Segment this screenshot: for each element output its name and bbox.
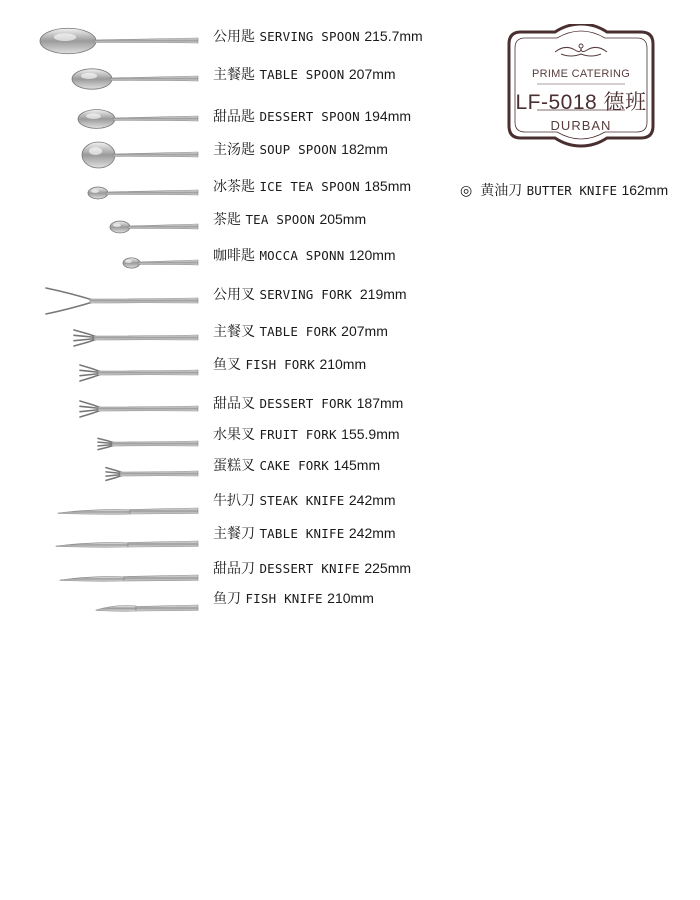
item-name-cn: 黄油刀 [480,183,523,199]
item-name-en: DESSERT FORK [259,396,353,411]
item-label [213,457,380,474]
item-name-en: SOUP SPOON [259,142,337,157]
item-name-en: CAKE FORK [259,458,329,473]
utensil-image [0,392,210,430]
utensil-image [0,528,210,566]
item-size: 207mm [341,323,388,339]
fork-icon [0,427,210,461]
utensil-image [0,592,210,630]
brand-logo [495,24,667,148]
item-label [213,141,388,158]
item-name-en: SERVING SPOON [259,29,360,44]
item-name-cn: 牛扒刀 [213,493,255,509]
product-row [0,492,450,525]
soup-spoon-icon [0,138,210,172]
item-name-en: FISH FORK [245,357,315,372]
utensil-image [0,284,210,322]
utensil-image [0,210,210,248]
item-name-en: TEA SPOON [245,212,315,227]
item-name-en: STEAK KNIFE [259,493,345,508]
item-name-cn: 主餐叉 [213,324,255,340]
item-size: 242mm [348,492,396,508]
product-row [0,176,450,206]
item-label [213,426,400,443]
item-name-en: DESSERT SPOON [259,109,360,124]
item-name-cn: 咖啡匙 [213,248,255,264]
item-size: 185mm [364,178,412,194]
item-size: 242mm [348,525,396,541]
item-size: 155.9mm [341,426,400,442]
item-size: 162mm [621,182,669,198]
item-label [213,28,423,45]
product-row [0,138,450,168]
butter-knife-entry [460,182,668,199]
item-size: 207mm [348,66,396,82]
item-name-cn: 鱼叉 [213,357,241,373]
item-label [213,492,396,509]
item-label [213,286,407,303]
item-label [213,108,411,125]
product-row [0,284,450,314]
spoon-icon [0,62,210,96]
double-circle-icon: ◎ [460,183,473,199]
item-size: 187mm [356,395,404,411]
item-size: 145mm [333,457,381,473]
item-label [213,178,411,195]
utensil-image [0,246,210,284]
item-name-cn: 冰茶匙 [213,179,255,195]
item-name-cn: 茶匙 [213,212,241,228]
item-label [213,525,396,542]
item-label [213,356,366,373]
item-size: 210mm [327,590,374,606]
item-name-en: DESSERT KNIFE [259,561,360,576]
item-label [213,247,396,264]
product-row [0,356,450,386]
utensil-image [0,356,210,394]
fork-icon [0,356,210,390]
fork-icon [0,321,210,355]
knife-icon [0,528,210,562]
item-label [213,590,374,607]
logo-model-code: LF-5018 德班 [515,91,647,114]
item-name-en: ICE TEA SPOON [259,179,360,194]
item-name-cn: 主餐刀 [213,526,255,542]
product-row [0,457,450,487]
knife-icon [0,495,210,529]
product-row [0,62,450,92]
item-name-cn: 水果叉 [213,427,255,443]
product-row [0,562,450,592]
item-name-cn: 甜品匙 [213,109,255,125]
item-name-cn: 公用叉 [213,287,255,303]
product-row [0,392,450,422]
product-row [0,102,450,132]
item-name-cn: 蛋糕叉 [213,458,255,474]
item-name-en: FRUIT FORK [259,427,337,442]
item-label [213,560,411,577]
item-name-en: MOCCA SPONN [259,248,345,263]
product-row [0,24,450,54]
item-label [213,66,396,83]
item-name-cn: 主汤匙 [213,142,255,158]
logo-series-name: DURBAN [550,118,612,133]
fish-knife-icon [0,592,210,626]
fork-icon [0,392,210,426]
utensil-image [0,321,210,359]
item-name-cn: 甜品叉 [213,396,255,412]
item-size: 120mm [348,247,396,263]
product-row [0,246,450,276]
item-name-cn: 甜品刀 [213,561,255,577]
utensil-image [0,138,210,176]
logo-tagline: PRIME CATERING [531,68,631,80]
item-name-en: FISH KNIFE [245,591,323,606]
item-size: 182mm [341,141,388,157]
item-label [213,395,403,412]
product-row [0,592,450,622]
product-row [0,321,450,351]
fork-icon [0,457,210,491]
item-name-en: TABLE FORK [259,324,337,339]
utensil-image [0,62,210,100]
item-size: 215.7mm [364,28,423,44]
item-size: 194mm [364,108,412,124]
item-name-cn: 公用匙 [213,29,255,45]
utensil-image [0,24,210,62]
item-size: 210mm [319,356,367,372]
item-name-cn: 鱼刀 [213,591,241,607]
utensil-image [0,176,210,214]
spoon-icon [0,210,210,244]
item-size: 225mm [364,560,412,576]
item-name-en: TABLE KNIFE [259,526,345,541]
knife-icon [0,562,210,596]
item-label [213,211,366,228]
spoon-icon [0,24,210,58]
item-name-en: BUTTER KNIFE [526,183,617,198]
product-row [0,427,450,457]
item-size: 219mm [359,286,407,302]
item-label [213,323,388,340]
item-size: 205mm [319,211,367,227]
item-name-en: SERVING FORK [259,287,360,302]
product-row [0,525,450,558]
utensil-image [0,102,210,140]
spoon-icon [0,176,210,210]
item-name-cn: 主餐匙 [213,67,255,83]
item-name-en: TABLE SPOON [259,67,345,82]
product-row [0,210,450,240]
spoon-icon [0,102,210,136]
serving-fork-icon [0,284,210,318]
utensil-image [0,457,210,495]
spoon-icon [0,246,210,280]
